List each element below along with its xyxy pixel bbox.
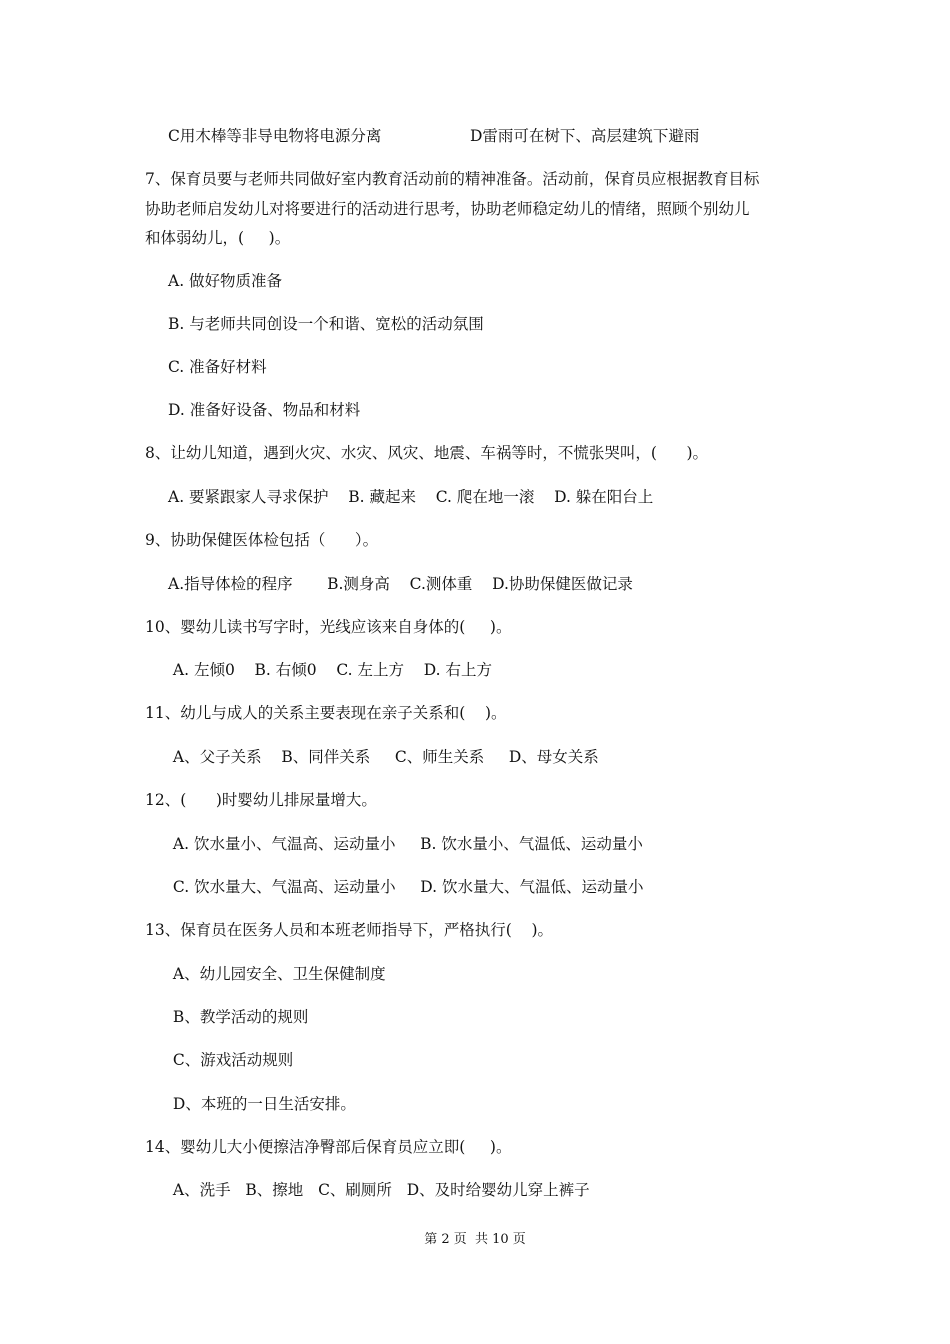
q8-question: 8、让幼儿知道，遇到火灾、水灾、风灾、地震、车祸等时，不慌张哭叫，( )。 — [145, 444, 709, 462]
q7-line-3: 和体弱幼儿，( )。 — [145, 229, 291, 247]
q6-option-d: D雷雨可在树下、高层建筑下避雨 — [470, 127, 700, 145]
q13-question: 13、保育员在医务人员和本班老师指导下，严格执行( )。 — [145, 921, 554, 939]
q7-option-c: C. 准备好材料 — [168, 358, 267, 376]
q13-option-c: C、游戏活动规则 — [168, 1051, 294, 1069]
q7-option-a: A. 做好物质准备 — [168, 272, 283, 290]
q13-option-d: D、本班的一日生活安排。 — [168, 1095, 356, 1113]
q12-question: 12、( )时婴幼儿排尿量增大。 — [145, 791, 377, 809]
q12-options-line-2: C. 饮水量大、气温高、运动量小 D. 饮水量大、气温低、运动量小 — [168, 878, 644, 896]
q13-option-b: B、教学活动的规则 — [168, 1008, 309, 1026]
q9-options: A.指导体检的程序 B.测身高 C.测体重 D.协助保健医做记录 — [168, 575, 633, 593]
page-footer: 第 2 页 共 10 页 — [424, 1232, 526, 1247]
q12-options-line-1: A. 饮水量小、气温高、运动量小 B. 饮水量小、气温低、运动量小 — [168, 835, 643, 853]
q14-question: 14、婴幼儿大小便擦洁净臀部后保育员应立即( )。 — [145, 1138, 512, 1156]
q7-line-2: 协助老师启发幼儿对将要进行的活动进行思考，协助老师稳定幼儿的情绪，照顾个别幼儿 — [145, 200, 750, 218]
q13-option-a: A、幼儿园安全、卫生保健制度 — [168, 965, 386, 983]
q8-options: A. 要紧跟家人寻求保护 B. 藏起来 C. 爬在地一滚 D. 躲在阳台上 — [168, 488, 654, 506]
q10-question: 10、婴幼儿读书写字时，光线应该来自身体的( )。 — [145, 618, 512, 636]
q11-options: A、父子关系 B、同伴关系 C、师生关系 D、母女关系 — [168, 748, 599, 766]
q7-line-1: 7、保育员要与老师共同做好室内教育活动前的精神准备。活动前，保育员应根据教育目标 — [145, 170, 760, 188]
q7-option-b: B. 与老师共同创设一个和谐、宽松的活动氛围 — [168, 315, 484, 333]
q10-options: A. 左倾0 B. 右倾0 C. 左上方 D. 右上方 — [168, 661, 492, 679]
q6-option-c: C用木棒等非导电物将电源分离 — [168, 127, 382, 145]
q11-question: 11、幼儿与成人的关系主要表现在亲子关系和( )。 — [145, 704, 507, 722]
q7-option-d: D. 准备好设备、物品和材料 — [168, 401, 361, 419]
q9-question: 9、协助保健医体检包括（ ）。 — [145, 531, 379, 549]
q14-options: A、洗手 B、擦地 C、刷厕所 D、及时给婴幼儿穿上裤子 — [168, 1181, 590, 1199]
